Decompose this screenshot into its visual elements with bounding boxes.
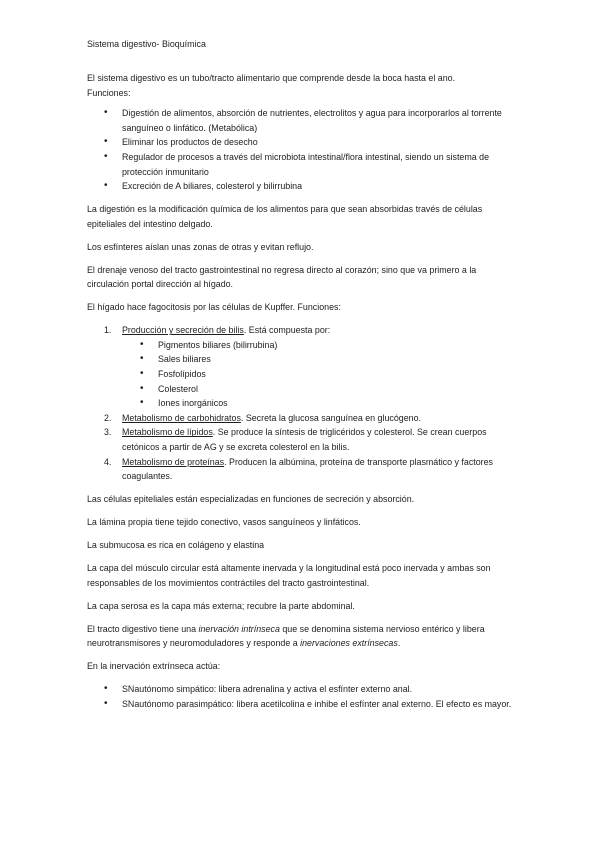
list-item: 4. Metabolismo de proteínas. Producen la albúmina, proteína de transporte plasmático y factores coagulantes. xyxy=(104,456,493,482)
document-body xyxy=(87,71,519,720)
paragraph-digestion: La digestión es la modificación química de los alimentos para que sean absorbidas través de células epiteliales del intestino delgado. xyxy=(87,204,483,229)
emphasis-extrinsecas: inervaciones extrínsecas xyxy=(300,638,398,649)
funciones-list xyxy=(87,106,519,194)
extrinseca-list xyxy=(87,682,519,711)
paragraph-muscular: La capa del músculo circular está altamente inervada y la longitudinal está poco inervada y ambas son responsables de los movimientos contráctiles del tracto gastrointestinal. xyxy=(87,563,491,588)
list-item: • Pigmentos biliares (bilirrubina) xyxy=(87,338,519,353)
list-item: • Digestión de alimentos, absorción de nutrientes, electrolitos y agua para incorporarlos al torrente sanguíneo o linfático. (Metabólica) xyxy=(87,106,519,135)
list-item: • Iones inorgánicos xyxy=(87,396,519,411)
list-item: 3. Metabolismo de lípidos. Se produce la síntesis de triglicéridos y colesterol. Se crean cuerpos cetónicos a partir de AG y se excreta colesterol en la bilis. xyxy=(104,427,487,453)
list-item: • Fosfolípidos xyxy=(87,367,519,382)
list-item: • Regulador de procesos a través del microbiota intestinal/flora intestinal, siendo un sistema de protección inmunitario xyxy=(87,150,519,179)
list-item: • SNautónomo simpático: libera adrenalina y activa el esfínter externo anal. xyxy=(87,682,519,697)
list-item: • Sales biliares xyxy=(87,352,519,367)
list-item: • SNautónomo parasimpático: libera acetilcolina e inhibe el esfínter anal externo. El efecto es mayor. xyxy=(87,697,519,712)
paragraph-extrinseca: En la inervación extrínseca actúa: xyxy=(87,661,221,672)
list-item-title: Metabolismo de proteínas xyxy=(122,456,225,467)
higado-funciones-list xyxy=(87,323,519,484)
list-item-title: Producción y secreción de bilis xyxy=(122,325,244,336)
paragraph-lamina: La lámina propia tiene tejido conectivo, vasos sanguíneos y linfáticos. xyxy=(87,517,361,528)
page-header: Sistema digestivo- Bioquímica xyxy=(87,39,206,49)
list-item: • Colesterol xyxy=(87,382,519,397)
list-item-title: Metabolismo de carbohidratos xyxy=(122,412,241,423)
paragraph-esfinteres: Los esfínteres aíslan unas zonas de otras y evitan reflujo. xyxy=(87,241,314,252)
paragraph-serosa: La capa serosa es la capa más externa; recubre la parte abdominal. xyxy=(87,600,355,611)
paragraph-drenaje: El drenaje venoso del tracto gastrointestinal no regresa directo al corazón; sino que va primero a la circulación portal dirección al hígado. xyxy=(87,264,477,290)
list-item: 2. Metabolismo de carbohidratos. Secreta la glucosa sanguínea en glucógeno. xyxy=(104,412,421,423)
emphasis-intrinseca: inervación intrínseca xyxy=(198,623,280,634)
list-item-title: Metabolismo de lípidos xyxy=(122,427,213,438)
paragraph-tracto: El tracto digestivo tiene una inervación intrínseca que se denomina sistema nervioso entérico y libera neurotransmisores y neuromoduladores y responde a inervaciones extrínsecas. xyxy=(87,623,485,649)
paragraph-celulas: Las células epiteliales están especializadas en funciones de secreción y absorción. xyxy=(87,494,415,505)
list-item: • Excreción de A biliares, colesterol y bilirrubina xyxy=(87,179,519,194)
paragraph-submucosa: La submucosa es rica en colágeno y elastina xyxy=(87,540,265,551)
list-item: 1. Producción y secreción de bilis. Está compuesta por: • Pigmentos biliares (bilirrubina) • Sales biliares • Fosfolípidos • Colesterol • Iones inorgánicos xyxy=(87,323,519,411)
paragraph-higado: El hígado hace fagocitosis por las células de Kupffer. Funciones: xyxy=(87,302,341,313)
intro-paragraph: El sistema digestivo es un tubo/tracto alimentario que comprende desde la boca hasta el ano. Funciones: xyxy=(87,73,456,98)
list-item: • Eliminar los productos de desecho xyxy=(87,135,519,150)
bilis-components-list xyxy=(122,338,519,411)
